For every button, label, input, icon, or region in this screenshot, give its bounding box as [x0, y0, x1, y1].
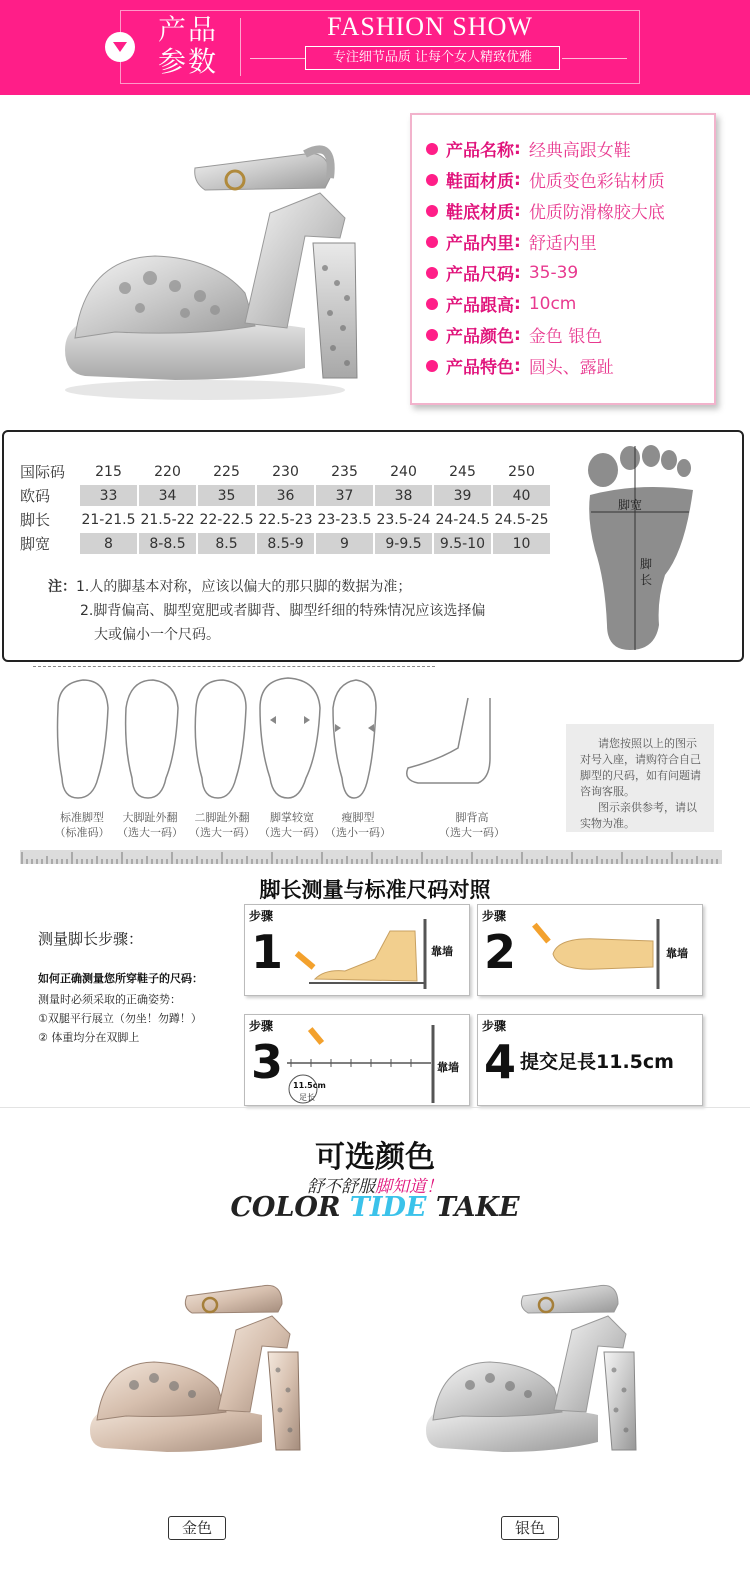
- foot-type-advice: （选大一码）: [439, 826, 505, 839]
- bullet-dot-icon: [426, 174, 438, 186]
- foot-type-name: 二脚趾外翻: [194, 811, 250, 824]
- spec-key: 鞋面材质: [446, 172, 514, 192]
- step-4-text: 提交足長11.5cm: [520, 1051, 674, 1073]
- reading-label: 足长: [299, 1093, 315, 1102]
- note-line-1: [48, 575, 568, 599]
- table-cell: 235: [331, 463, 358, 480]
- foot-length-label-2: 长: [640, 573, 653, 587]
- foot-type-name: 脚掌较宽: [270, 811, 314, 824]
- spec-key: 产品跟高: [446, 296, 514, 316]
- table-cell: 245: [449, 463, 476, 480]
- advice-line: 脚型的尺码，如有问题请: [580, 769, 701, 782]
- table-cell: 215: [95, 463, 122, 480]
- spec-value: 圆头、露趾: [528, 358, 614, 378]
- advice-line: 请您按照以上的图示: [598, 737, 697, 750]
- step-card-1: [244, 904, 470, 996]
- bullet-dot-icon: [426, 267, 438, 279]
- english-word-2: TIDE: [349, 1192, 427, 1223]
- color-section-title: 可选颜色: [315, 1140, 435, 1175]
- how-to-line: 测量时必须采取的正确姿势：: [38, 993, 181, 1006]
- spec-row: [426, 350, 714, 381]
- table-cell: 8.5-9: [257, 533, 314, 554]
- spec-colon: :: [514, 293, 521, 314]
- english-word-3: TAKE: [435, 1192, 520, 1223]
- spec-colon: :: [514, 138, 521, 159]
- product-photo-silver: [55, 118, 375, 408]
- bullet-dot-icon: [426, 205, 438, 217]
- table-cell: 24.5-25: [494, 511, 549, 528]
- product-photo-silver-small: [418, 1260, 648, 1470]
- foot-width-label: 脚宽: [618, 498, 643, 512]
- spec-row: [426, 195, 714, 226]
- foot-type-illustrations: [38, 668, 558, 808]
- table-cell: 9-9.5: [375, 533, 432, 554]
- foot-outline-wide: [260, 678, 320, 798]
- table-cell: 8-8.5: [139, 533, 196, 554]
- table-cell: 21-21.5: [81, 511, 136, 528]
- foot-type-name: 标准脚型: [60, 811, 104, 824]
- spec-colon: :: [514, 262, 521, 283]
- foot-type-advice: （选小一码）: [325, 826, 391, 839]
- spec-colon: :: [514, 355, 521, 376]
- foot-type-name: 瘦脚型: [341, 811, 375, 824]
- subtitle-plain: 舒不舒服: [307, 1177, 375, 1197]
- foot-type-advice: （标准码）: [54, 826, 110, 839]
- spec-row: [426, 257, 714, 288]
- step-card-3: [244, 1014, 470, 1106]
- color-option-silver[interactable]: 银色: [501, 1516, 559, 1540]
- step-number: 3: [251, 1035, 284, 1089]
- row-label: 脚长: [20, 511, 51, 529]
- spec-colon: :: [514, 231, 521, 252]
- foot-length-label-1: 脚: [640, 557, 653, 571]
- banner-title-line2: 参数: [158, 45, 219, 78]
- foot-outline-high-instep: [407, 698, 490, 783]
- table-cell: 22-22.5: [199, 511, 254, 528]
- section-divider: [0, 1107, 750, 1108]
- foot-type-advice: （选大一码）: [117, 826, 183, 839]
- table-cell: 230: [272, 463, 299, 480]
- size-note: [48, 575, 568, 647]
- subtitle-highlight: 脚知道！: [375, 1177, 443, 1197]
- step-label: 步骤: [482, 1019, 507, 1033]
- table-cell: 10: [493, 533, 550, 554]
- color-english-title: [0, 1192, 750, 1223]
- table-cell: 225: [213, 463, 240, 480]
- english-word-1: COLOR: [230, 1192, 341, 1223]
- spec-card: [410, 113, 716, 405]
- foot-type-advice: （选大一码）: [189, 826, 255, 839]
- table-cell: 21.5-22: [140, 511, 195, 528]
- bullet-dot-icon: [426, 236, 438, 248]
- spec-key: 产品特色: [446, 358, 514, 378]
- ruler-strip: [20, 850, 722, 864]
- step-number: 1: [251, 925, 284, 979]
- foot-type-label: [432, 810, 512, 840]
- step-number: 2: [484, 925, 517, 979]
- size-advice-box: [566, 724, 714, 832]
- spec-row: [426, 288, 714, 319]
- foot-outline-slim: [333, 680, 376, 798]
- table-cell: 40: [493, 485, 550, 506]
- how-to-line: ①双腿平行展立（勿坐！勿蹲！）: [38, 1012, 202, 1025]
- spec-value: 35-39: [528, 262, 579, 283]
- banner-title-line1: 产品: [158, 13, 219, 46]
- spec-key: 产品颜色: [446, 327, 514, 347]
- table-cell: 9.5-10: [434, 533, 491, 554]
- spec-key: 产品内里: [446, 234, 514, 254]
- table-row: [20, 533, 550, 554]
- measure-steps-heading: 测量脚长步骤：: [38, 930, 144, 948]
- table-cell: 8: [80, 533, 137, 554]
- table-cell: 34: [139, 485, 196, 506]
- chevron-down-icon: [105, 32, 135, 62]
- spec-key: 鞋底材质: [446, 203, 514, 223]
- spec-key: 产品尺码: [446, 265, 514, 285]
- spec-row: [426, 164, 714, 195]
- table-cell: 37: [316, 485, 373, 506]
- spec-row: [426, 133, 714, 164]
- bullet-dot-icon: [426, 329, 438, 341]
- spec-colon: :: [514, 169, 521, 190]
- note-text-1: 1.人的脚基本对称，应该以偏大的那只脚的数据为准；: [76, 579, 412, 595]
- row-label: 国际码: [20, 463, 66, 481]
- row-label: 欧码: [20, 487, 51, 505]
- foot-silhouette-icon: [585, 440, 697, 652]
- foot-type-label: [182, 810, 262, 840]
- wall-label: 靠墙: [431, 945, 453, 958]
- step-label: 步骤: [249, 909, 274, 923]
- advice-line: 实物为准。: [580, 817, 635, 830]
- product-photo-gold: [82, 1260, 312, 1470]
- step-label: 步骤: [249, 1019, 274, 1033]
- foot-outline-standard: [58, 680, 109, 798]
- measure-title: 脚长测量与标准尺码对照: [259, 878, 491, 902]
- banner-title: [158, 14, 228, 78]
- foot-type-advice: （选大一码）: [259, 826, 325, 839]
- spec-value: 10cm: [528, 293, 577, 314]
- spec-value: 金色 银色: [528, 327, 603, 347]
- row-label: 脚宽: [20, 535, 51, 553]
- table-cell: 22.5-23: [258, 511, 313, 528]
- table-cell: 250: [508, 463, 535, 480]
- table-cell: 38: [375, 485, 432, 506]
- table-cell: 36: [257, 485, 314, 506]
- color-option-gold[interactable]: 金色: [168, 1516, 226, 1540]
- how-to-title: 如何正确测量您所穿鞋子的尺码：: [38, 972, 203, 985]
- table-row: [20, 485, 550, 506]
- foot-type-name: 脚背高: [455, 811, 489, 824]
- table-cell: 23.5-24: [376, 511, 431, 528]
- banner-line-right: [562, 58, 627, 59]
- advice-line: 咨询客服。: [580, 785, 635, 798]
- wall-label: 靠墙: [437, 1061, 459, 1074]
- step-label: 步骤: [482, 909, 507, 923]
- table-cell: 33: [80, 485, 137, 506]
- foot-outline-second-toe: [195, 680, 246, 798]
- step-card-4: [477, 1014, 703, 1106]
- table-cell: 240: [390, 463, 417, 480]
- foot-against-wall-icon: [285, 919, 435, 991]
- advice-line: 对号入座，请购符合自己: [580, 753, 701, 766]
- banner-tagline: 专注细节品质 让每个女人精致优雅: [305, 46, 560, 70]
- table-cell: 35: [198, 485, 255, 506]
- advice-line: 图示亲供参考，请以: [598, 801, 697, 814]
- wall-label: 靠墙: [666, 947, 688, 960]
- table-cell: 24-24.5: [435, 511, 490, 528]
- spec-key: 产品名称: [446, 141, 514, 161]
- table-row: [20, 509, 550, 530]
- table-cell: 23-23.5: [317, 511, 372, 528]
- dashed-divider: [33, 666, 435, 667]
- table-row: [20, 461, 550, 482]
- banner-divider: [240, 18, 241, 76]
- table-cell: 220: [154, 463, 181, 480]
- how-to-line: ② 体重均分在双脚上: [38, 1031, 140, 1044]
- spec-value: 优质变色彩钻材质: [528, 172, 665, 192]
- spec-value: 优质防滑橡胶大底: [528, 203, 665, 223]
- spec-colon: :: [514, 324, 521, 345]
- spec-colon: :: [514, 200, 521, 221]
- bullet-dot-icon: [426, 143, 438, 155]
- banner-english-title: FASHION SHOW: [327, 12, 533, 41]
- note-prefix: 注：: [48, 579, 76, 595]
- bullet-dot-icon: [426, 298, 438, 310]
- spec-value: 经典高跟女鞋: [528, 141, 631, 161]
- spec-row: [426, 226, 714, 257]
- table-cell: 9: [316, 533, 373, 554]
- foot-type-name: 大脚趾外翻: [122, 811, 178, 824]
- note-line-3: 大或偏小一个尺码。: [94, 627, 220, 643]
- spec-value: 舒适内里: [528, 234, 597, 254]
- foot-top-view-icon: [518, 919, 668, 991]
- foot-type-label: [110, 810, 190, 840]
- table-cell: 8.5: [198, 533, 255, 554]
- step-number: 4: [484, 1035, 517, 1089]
- note-line-2: 2.脚背偏高、脚型宽肥或者脚背、脚型纤细的特殊情况应该选择偏: [80, 603, 486, 619]
- foot-outline-bunion: [126, 680, 178, 798]
- bullet-dot-icon: [426, 360, 438, 372]
- step-card-2: [477, 904, 703, 996]
- spec-row: [426, 319, 714, 350]
- size-table: [18, 458, 552, 557]
- banner-line-left: [250, 58, 305, 59]
- foot-type-label: [318, 810, 398, 840]
- table-cell: 39: [434, 485, 491, 506]
- reading-value: 11.5cm: [293, 1081, 326, 1090]
